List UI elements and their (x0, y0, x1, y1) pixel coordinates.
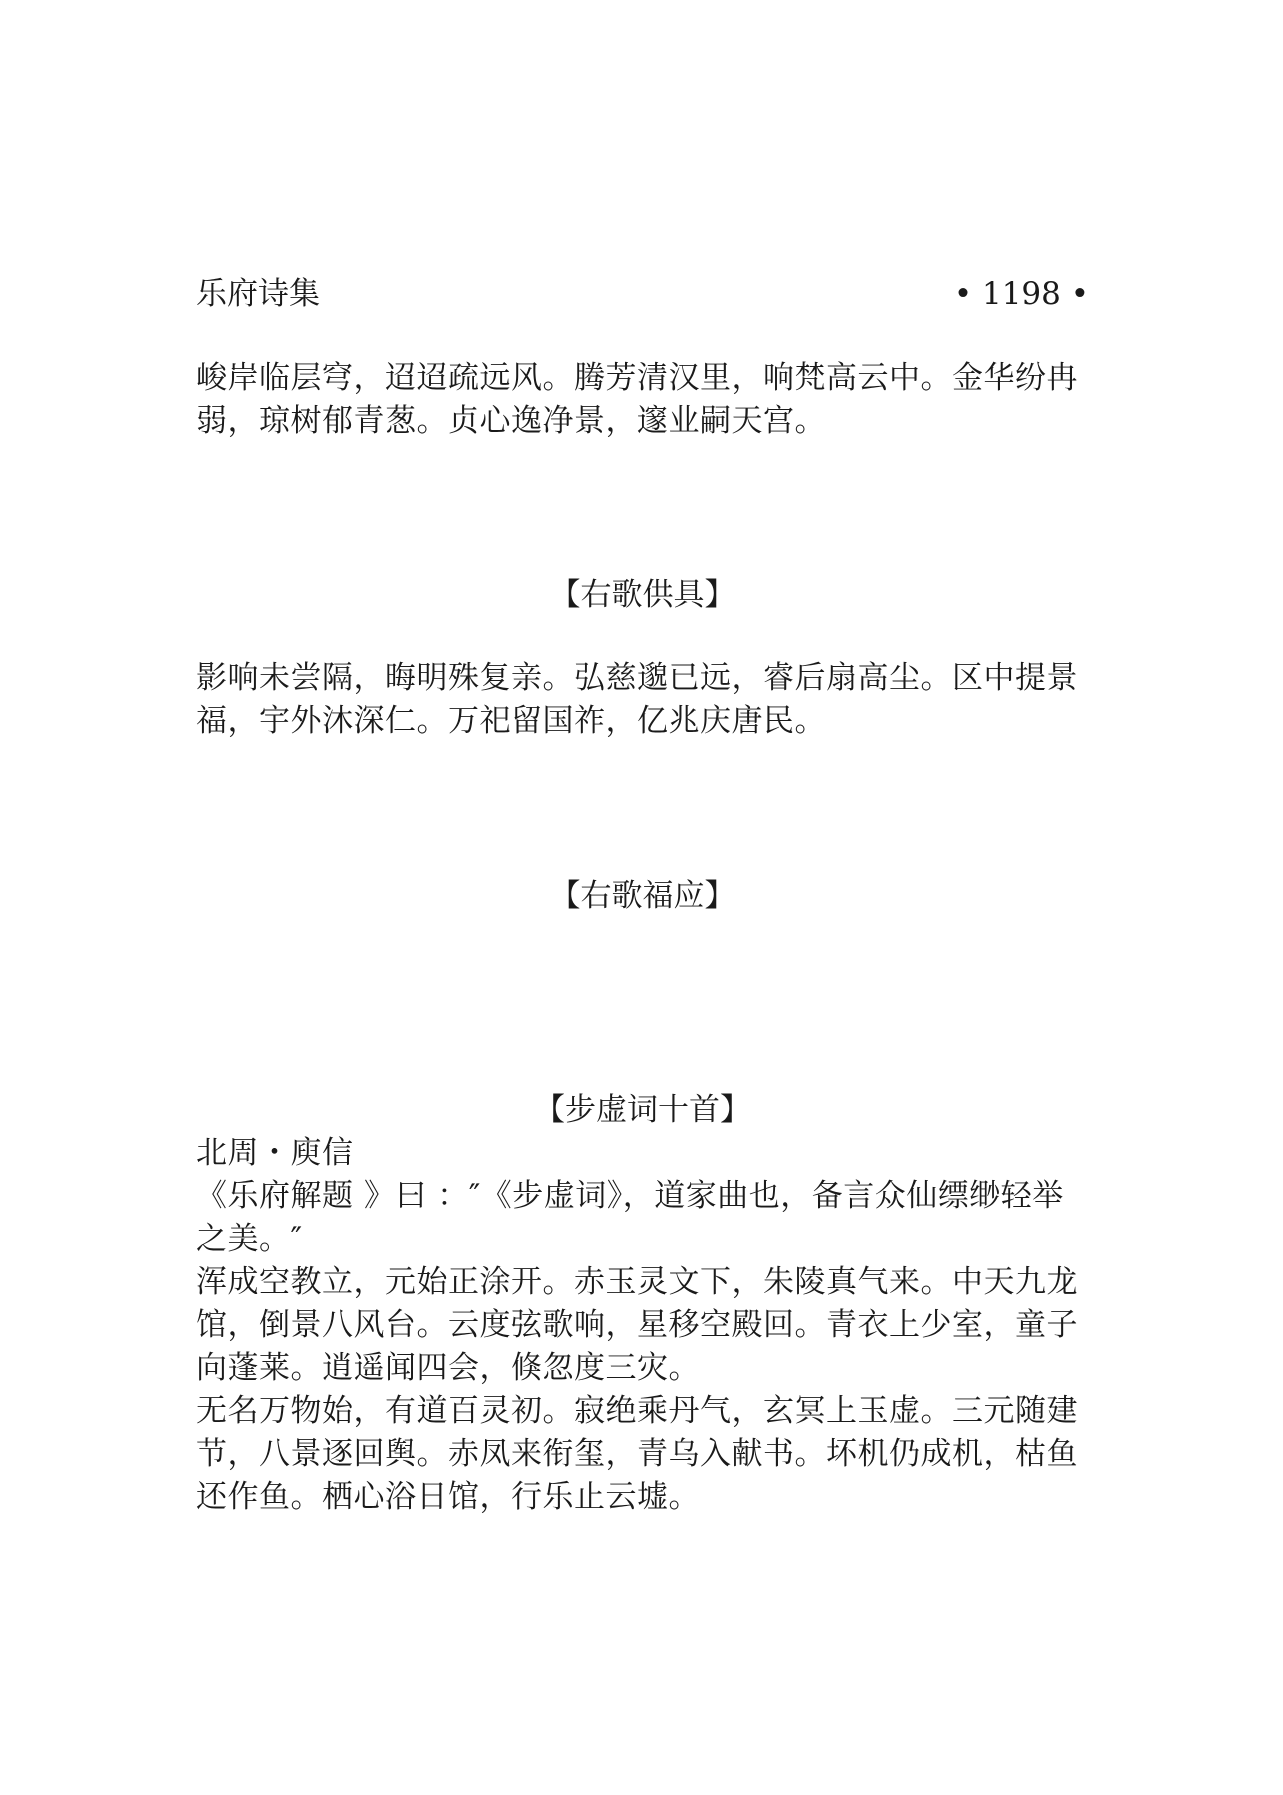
note-paragraph: 《乐府解题 》曰 ：″《步虚词》，道家曲也，备言众仙缥缈轻举之美。″ (196, 1178, 1064, 1257)
page-header (196, 272, 1089, 316)
section-title: 【步虚词十首】 (534, 1092, 751, 1128)
book-title: 乐府诗集 (196, 276, 320, 312)
section-title: 【右歌供具】 (549, 577, 736, 613)
poem-paragraph: 无名万物始，有道百灵初。寂绝乘丹气，玄冥上玉虚。三元随建节，八景逐回舆。赤凤来衔玺，青乌入献书。坏机仍成机，枯鱼还作鱼。栖心浴日馆，行乐止云墟。 (196, 1393, 1078, 1515)
author-line: 北周・庾信 (196, 1135, 354, 1171)
section-body (196, 1132, 1089, 1519)
poem-paragraph: 峻岸临层穹，迢迢疏远风。腾芳清汉里，响梵高云中。金华纷冉弱，琼树郁青葱。贞心逸净景，邃业嗣天宫。 (196, 360, 1078, 439)
page-number: • 1198 • (953, 276, 1089, 312)
poem-paragraph: 影响未尝隔，晦明殊复亲。弘慈邈已远，睿后扇高尘。区中提景福，宇外沐深仁。万祀留国祚，亿兆庆唐民。 (196, 660, 1078, 739)
poem-paragraph: 浑成空教立，元始正涂开。赤玉灵文下，朱陵真气来。中天九龙馆，倒景八风台。云度弦歌响，星移空殿回。青衣上少室，童子向蓬莱。逍遥闻四会，倏忽度三灾。 (196, 1264, 1078, 1386)
section-title: 【右歌福应】 (549, 878, 736, 914)
